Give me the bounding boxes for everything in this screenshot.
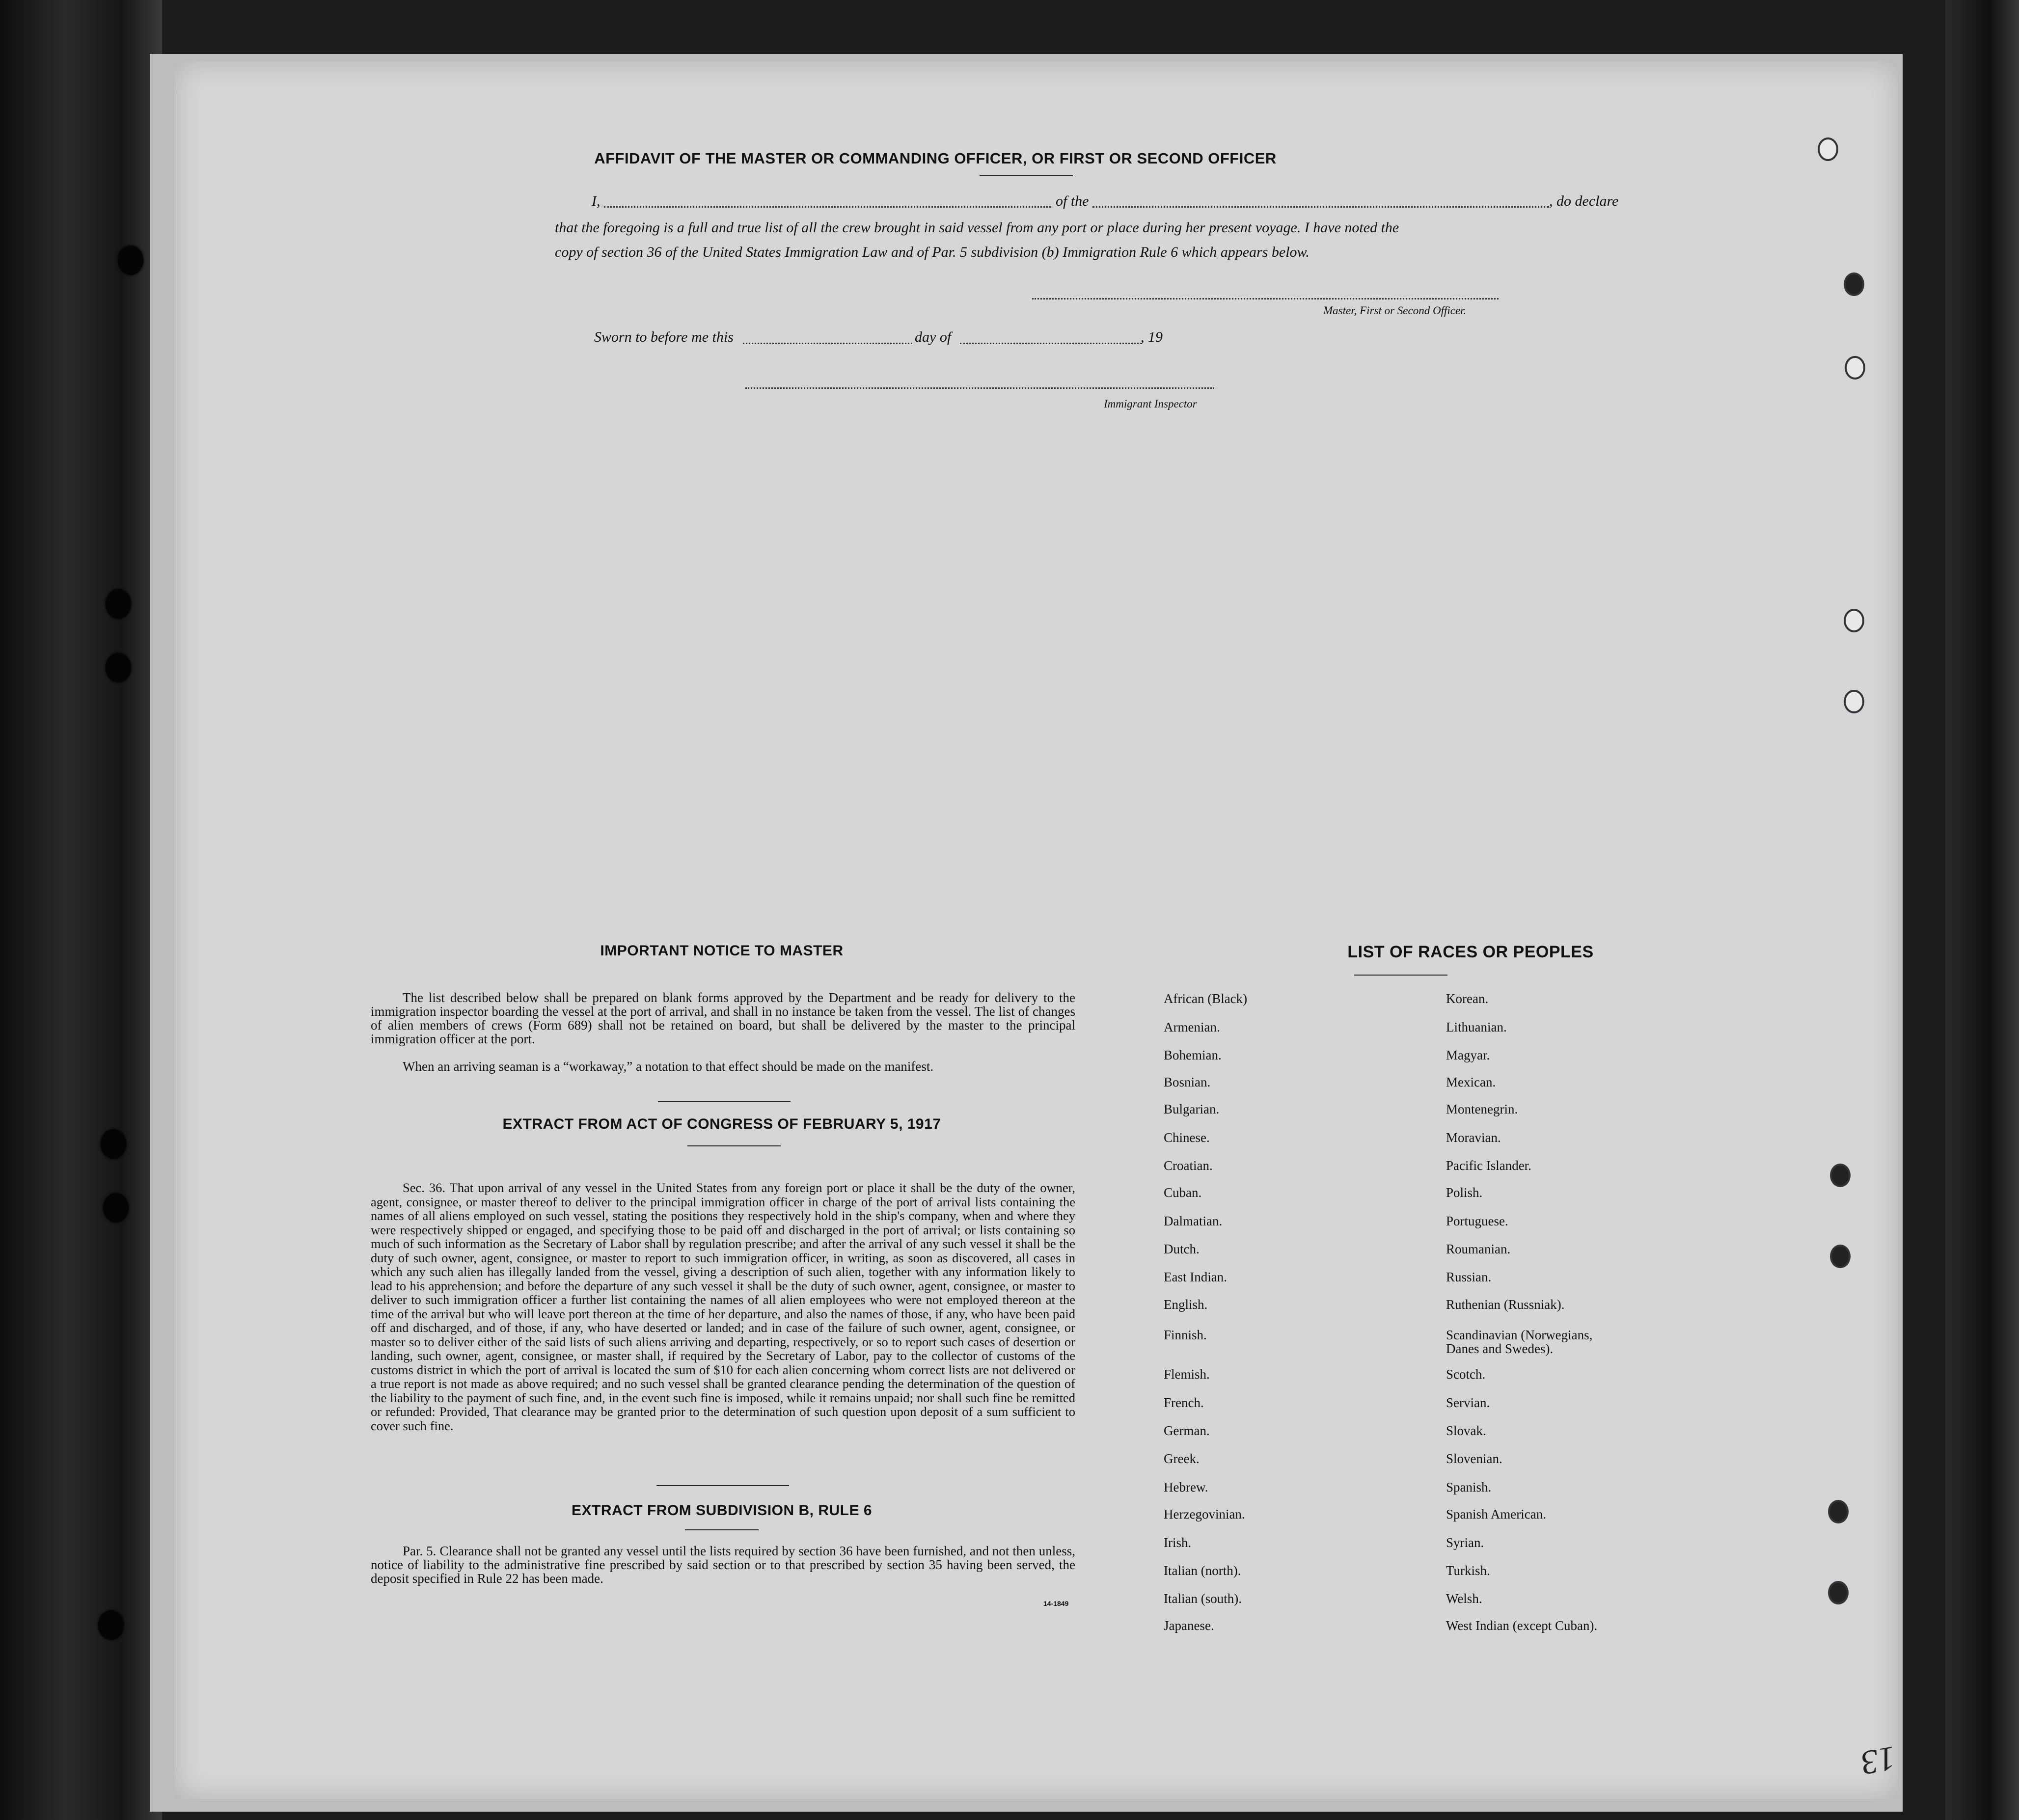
race-item: Moravian.	[1446, 1130, 1501, 1145]
inspector-signature-field[interactable]	[745, 387, 1214, 389]
race-item: Croatian.	[1164, 1158, 1213, 1173]
race-item: German.	[1164, 1423, 1210, 1438]
race-item: Spanish American.	[1446, 1507, 1546, 1521]
film-edge	[1945, 0, 2019, 1820]
race-item: Pacific Islander.	[1446, 1158, 1531, 1173]
sworn-year-label: , 19	[1141, 329, 1163, 345]
divider	[656, 1485, 789, 1486]
binder-strip	[0, 0, 162, 1820]
punch-hole	[1830, 1245, 1851, 1268]
notice-paragraph-2-text: When an arriving seaman is a “workaway,” a notation to that effect should be made on the manifest.	[403, 1059, 934, 1074]
punch-hole	[1830, 1164, 1851, 1187]
race-item: Mexican.	[1446, 1075, 1496, 1089]
race-item: Slovenian.	[1446, 1451, 1502, 1466]
affidavit-of-the-label: of the	[1056, 193, 1089, 209]
binder-hole	[101, 1129, 126, 1159]
notice-title: IMPORTANT NOTICE TO MASTER	[600, 943, 844, 959]
extract-rule-text-body: Par. 5. Clearance shall not be granted any vessel until the lists required by section 36 have been furnished, and not then unless, notice of liability to the administrative fine prescribed by said section or to that prescribed by section 35 having been served, the deposit specified in Rule 22 has been made.	[371, 1544, 1075, 1586]
race-item: Chinese.	[1164, 1130, 1210, 1145]
punch-hole	[1844, 272, 1864, 296]
extract-act-text	[371, 1181, 1075, 1433]
race-item: Herzegovinian.	[1164, 1507, 1245, 1521]
race-item: Syrian.	[1446, 1535, 1484, 1550]
race-item: Italian (north).	[1164, 1563, 1241, 1578]
divider	[687, 1145, 781, 1146]
race-item: Bohemian.	[1164, 1048, 1222, 1062]
race-item: Greek.	[1164, 1451, 1200, 1466]
master-signature-label: Master, First or Second Officer.	[1323, 304, 1467, 317]
master-signature-field[interactable]	[1032, 298, 1499, 299]
race-item: West Indian (except Cuban).	[1446, 1618, 1598, 1633]
race-item: English.	[1164, 1297, 1208, 1312]
punch-hole	[1818, 137, 1838, 161]
binder-hole	[106, 653, 131, 682]
document-page	[174, 61, 1898, 1799]
punch-hole	[1844, 609, 1864, 632]
race-item: Bosnian.	[1164, 1075, 1211, 1089]
race-item: Lithuanian.	[1446, 1020, 1507, 1034]
race-item: Portuguese.	[1446, 1214, 1508, 1228]
extract-act-title: EXTRACT FROM ACT OF CONGRESS OF FEBRUARY 5, 1917	[502, 1116, 941, 1132]
punch-hole	[1845, 356, 1865, 380]
race-item: Korean.	[1446, 991, 1489, 1006]
punch-hole	[1844, 690, 1864, 713]
race-item: Italian (south).	[1164, 1591, 1242, 1606]
divider	[658, 1101, 791, 1102]
binder-hole	[118, 245, 143, 275]
race-item: Flemish.	[1164, 1367, 1210, 1382]
race-item: Welsh.	[1446, 1591, 1482, 1606]
form-code: 14-1849	[1043, 1600, 1069, 1607]
divider	[1354, 975, 1447, 976]
binder-hole	[106, 589, 131, 619]
notice-paragraph-2	[371, 1059, 1075, 1073]
vessel-field[interactable]	[1092, 206, 1549, 208]
affidavit-declare-label: , do declare	[1549, 193, 1619, 209]
race-item: Ruthenian (Russniak).	[1446, 1297, 1565, 1312]
race-item: Roumanian.	[1446, 1242, 1511, 1256]
race-item: Japanese.	[1164, 1618, 1214, 1633]
notice-paragraph-1-text: The list described below shall be prepared on blank forms approved by the Department and be ready for delivery to the immigration inspector boarding the vessel at the port of arrival, and shall in no instance be taken from the vessel. The list of changes of alien members of crews (Form 689) shall not be retained on board, but shall be delivered by the master to the principal immigration officer at the port.	[371, 990, 1075, 1046]
race-item: Finnish.	[1164, 1328, 1207, 1342]
race-item: Scandinavian (Norwegians, Danes and Swedes).	[1446, 1328, 1593, 1356]
race-item: Slovak.	[1446, 1423, 1486, 1438]
affidavit-i-label: I,	[592, 193, 600, 209]
race-item: Turkish.	[1446, 1563, 1490, 1578]
race-item: Polish.	[1446, 1185, 1483, 1200]
binder-hole	[103, 1193, 129, 1222]
sworn-day-field[interactable]	[743, 343, 912, 344]
race-item: Armenian.	[1164, 1020, 1220, 1034]
race-item: Dalmatian.	[1164, 1214, 1223, 1228]
punch-hole	[1828, 1581, 1849, 1604]
title-underline	[980, 175, 1073, 176]
affidavit-line-3: copy of section 36 of the United States Immigration Law and of Par. 5 subdivision (b) Immigration Rule 6 which appears below.	[555, 244, 1310, 260]
section-label: Sec. 36.	[403, 1180, 446, 1195]
binder-hole	[98, 1610, 124, 1640]
affidavit-title: AFFIDAVIT OF THE MASTER OR COMMANDING OFFICER, OR FIRST OR SECOND OFFICER	[594, 150, 1277, 167]
race-item: African (Black)	[1164, 991, 1248, 1006]
sworn-month-field[interactable]	[960, 343, 1142, 344]
race-item: Cuban.	[1164, 1185, 1202, 1200]
race-item: Spanish.	[1446, 1480, 1492, 1494]
handwritten-page-number: 13	[1857, 1739, 1899, 1782]
race-item: Magyar.	[1446, 1048, 1490, 1062]
sworn-day-label: day of	[915, 329, 952, 345]
race-item: Montenegrin.	[1446, 1102, 1518, 1116]
race-item: Irish.	[1164, 1535, 1192, 1550]
extract-rule-text	[371, 1544, 1075, 1585]
races-title: LIST OF RACES OR PEOPLES	[1347, 943, 1594, 961]
inspector-label: Immigrant Inspector	[1104, 398, 1197, 410]
race-item: Servian.	[1446, 1395, 1490, 1410]
race-item: Scotch.	[1446, 1367, 1486, 1382]
sworn-prefix: Sworn to before me this	[594, 329, 734, 345]
race-item: French.	[1164, 1395, 1204, 1410]
notice-paragraph-1	[371, 991, 1075, 1046]
extract-rule-title: EXTRACT FROM SUBDIVISION B, RULE 6	[571, 1502, 873, 1519]
race-item: Russian.	[1446, 1270, 1492, 1284]
race-item: Dutch.	[1164, 1242, 1200, 1256]
race-item: East Indian.	[1164, 1270, 1227, 1284]
divider	[685, 1529, 759, 1530]
name-field[interactable]	[604, 206, 1051, 208]
race-item: Bulgarian.	[1164, 1102, 1220, 1116]
affidavit-line-2: that the foregoing is a full and true list of all the crew brought in said vessel from any port or place during her present voyage. I have noted the	[555, 219, 1399, 236]
punch-hole	[1828, 1500, 1849, 1523]
race-item: Hebrew.	[1164, 1480, 1208, 1494]
section-body: That upon arrival of any vessel in the United States from any foreign port or place it shall be the duty of the owner, agent, consignee, or master thereof to deliver to the principal immigration officer in charge of the port of arrival lists containing the names of all aliens employed on such vessel, stating the positions they respectively hold in the ship's company, when and where they were respectively shipped or engaged, and specifying those to be paid off and discharged in the port of arrival; or lists containing so much of such information as the Secretary of Labor shall by regulation prescribe; and after the arrival of any such vessel it shall be the duty of such owner, agent, consignee, or master to report to such immigration officer, in writing, as soon as discovered, all cases in which any such alien has illegally landed from the vessel, giving a description of such alien, together with any information likely to lead to his apprehension; and before the departure of any such vessel it shall be the duty of such owner, agent, consignee, or master to deliver to such immigration officer a further list containing the names of all alien employees who were not employed thereon at the time of the arrival but who will leave port thereon at the time of her departure, and also the names of those, if any, who have been paid off and discharged, and of those, if any, who have deserted or landed; and in case of the failure of such owner, agent, consignee, or master so to deliver either of the said lists of such aliens arriving and departing, respectively, or so to report such cases of desertion or landing, such owner, agent, consignee, or master shall, if required by the Secretary of Labor, pay to the collector of customs of the customs district in which the port of arrival is located the sum of $10 for each alien concerning whom correct lists are not delivered or a true report is not made as above required; and no such vessel shall be granted clearance pending the determination of the question of the liability to the payment of such fine, and, in the event such fine is imposed, while it remains unpaid; nor shall such fine be remitted or refunded: Provided, That clearance may be granted prior to the determination of such question upon deposit of a sum sufficient to cover such fine.	[371, 1180, 1075, 1433]
